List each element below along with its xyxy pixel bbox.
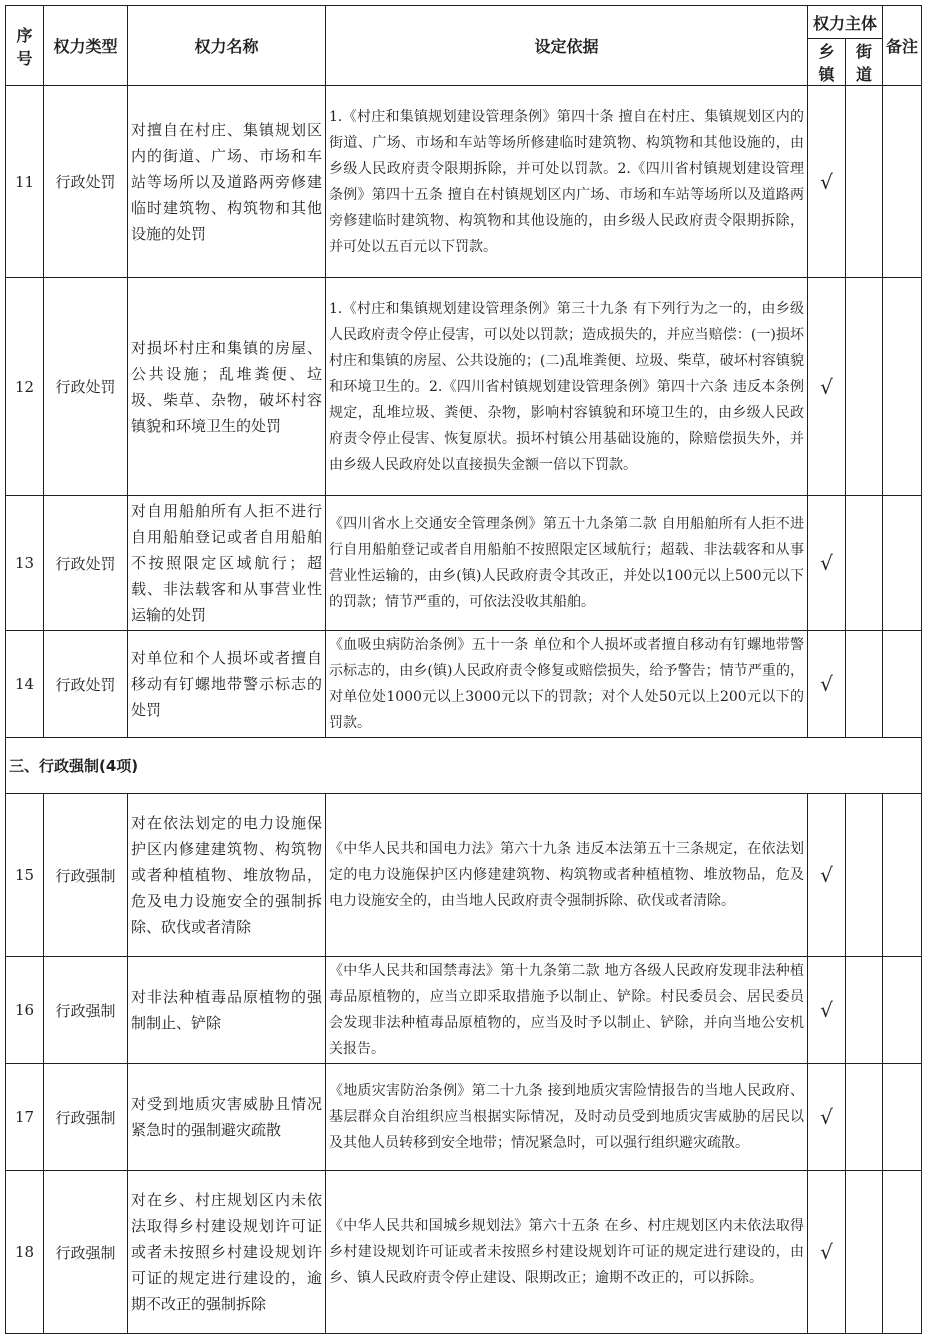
header-basis: 设定依据 — [326, 6, 808, 86]
row-seq: 13 — [6, 496, 44, 631]
row-type: 行政处罚 — [44, 278, 128, 496]
row-remark — [883, 1171, 922, 1334]
header-seq: 序号 — [6, 6, 44, 86]
row-remark — [883, 631, 922, 738]
row-basis: 1.《村庄和集镇规划建设管理条例》第四十条 擅自在村庄、集镇规划区内的街道、广场、市场和车站等场所修建临时建筑物、构筑物和其他设施的，由乡级人民政府责令限期拆除，并可处以罚款。2.《四川省村镇规划建设管理条例》第四十五条 擅自在村镇规划区内广场、市场和车站等场所以及道路两旁修建临时建筑物、构筑物和其他设施的，由乡级人民政府责令限期拆除，并可处以五百元以下罚款。 — [326, 86, 808, 278]
row-basis: 《中华人民共和国电力法》第六十九条 违反本法第五十三条规定，在依法划定的电力设施保护区内修建建筑物、构筑物或者种植植物、堆放物品，危及电力设施安全的，由当地人民政府责令强制拆除、砍伐或者清除。 — [326, 794, 808, 957]
table-row — [6, 278, 922, 496]
row-remark — [883, 278, 922, 496]
power-list-table — [5, 5, 922, 1334]
row-remark — [883, 957, 922, 1064]
row-name: 对擅自在村庄、集镇规划区内的街道、广场、市场和车站等场所以及道路两旁修建临时建筑物、构筑物和其他设施的处罚 — [128, 86, 326, 278]
header-subject: 权力主体 — [808, 6, 883, 39]
row-name: 对自用船舶所有人拒不进行自用船舶登记或者自用船舶不按照限定区域航行；超载、非法载客和从事营业性运输的处罚 — [128, 496, 326, 631]
row-basis: 《四川省水上交通安全管理条例》第五十九条第二款 自用船舶所有人拒不进行自用船舶登记或者自用船舶不按照限定区域航行；超载、非法载客和从事营业性运输的，由乡(镇)人民政府责令其改正，并处以100元以上500元以下的罚款；情节严重的，可依法没收其船舶。 — [326, 496, 808, 631]
row-basis: 《血吸虫病防治条例》五十一条 单位和个人损坏或者擅自移动有钉螺地带警示标志的，由乡(镇)人民政府责令修复或赔偿损失，给予警告；情节严重的，对单位处1000元以上3000元以下的罚款；对个人处50元以上200元以下的罚款。 — [326, 631, 808, 738]
row-remark — [883, 496, 922, 631]
row-street-mark — [846, 631, 883, 738]
row-name: 对在乡、村庄规划区内未依法取得乡村建设规划许可证或者未按照乡村建设规划许可证的规定进行建设的，逾期不改正的强制拆除 — [128, 1171, 326, 1334]
row-name: 对单位和个人损坏或者擅自移动有钉螺地带警示标志的处罚 — [128, 631, 326, 738]
row-remark — [883, 794, 922, 957]
row-basis: 1.《村庄和集镇规划建设管理条例》第三十九条 有下列行为之一的，由乡级人民政府责令停止侵害，可以处以罚款；造成损失的，并应当赔偿：(一)损坏村庄和集镇的房屋、公共设施的；(二)乱堆粪便、垃圾、柴草，破坏村容镇貌和环境卫生的。2.《四川省村镇规划建设管理条例》第四十六条 违反本条例规定，乱堆垃圾、粪便、杂物，影响村容镇貌和环境卫生的，由乡级人民政府责令停止侵害、恢复原状。损坏村镇公用基础设施的，除赔偿损失外，并由乡级人民政府处以直接损失金额一倍以下罚款。 — [326, 278, 808, 496]
row-basis: 《地质灾害防治条例》第二十九条 接到地质灾害险情报告的当地人民政府、基层群众自治组织应当根据实际情况，及时动员受到地质灾害威胁的居民以及其他人员转移到安全地带；情况紧急时，可以强行组织避灾疏散。 — [326, 1064, 808, 1171]
row-township-mark: √ — [808, 278, 846, 496]
table-row — [6, 794, 922, 957]
row-seq: 18 — [6, 1171, 44, 1334]
row-township-mark: √ — [808, 631, 846, 738]
header-street: 街道 — [846, 39, 883, 86]
row-street-mark — [846, 278, 883, 496]
header-township: 乡镇 — [808, 39, 846, 86]
row-basis: 《中华人民共和国禁毒法》第十九条第二款 地方各级人民政府发现非法种植毒品原植物的，应当立即采取措施予以制止、铲除。村民委员会、居民委员会发现非法种植毒品原植物的，应当及时予以制止、铲除，并向当地公安机关报告。 — [326, 957, 808, 1064]
row-type: 行政强制 — [44, 1171, 128, 1334]
header-remark: 备注 — [883, 6, 922, 86]
row-seq: 12 — [6, 278, 44, 496]
row-type: 行政处罚 — [44, 86, 128, 278]
row-name: 对损坏村庄和集镇的房屋、公共设施；乱堆粪便、垃圾、柴草、杂物，破坏村容镇貌和环境卫生的处罚 — [128, 278, 326, 496]
row-type: 行政强制 — [44, 1064, 128, 1171]
section-row — [6, 738, 922, 794]
header-type: 权力类型 — [44, 6, 128, 86]
row-remark — [883, 86, 922, 278]
table-row — [6, 86, 922, 278]
row-type: 行政处罚 — [44, 496, 128, 631]
row-street-mark — [846, 1064, 883, 1171]
row-name: 对受到地质灾害威胁且情况紧急时的强制避灾疏散 — [128, 1064, 326, 1171]
row-street-mark — [846, 794, 883, 957]
row-township-mark: √ — [808, 957, 846, 1064]
row-seq: 11 — [6, 86, 44, 278]
header-name: 权力名称 — [128, 6, 326, 86]
row-township-mark: √ — [808, 1171, 846, 1334]
row-township-mark: √ — [808, 1064, 846, 1171]
row-type: 行政强制 — [44, 794, 128, 957]
row-street-mark — [846, 957, 883, 1064]
row-street-mark — [846, 1171, 883, 1334]
table-row — [6, 957, 922, 1064]
row-name: 对在依法划定的电力设施保护区内修建建筑物、构筑物或者种植植物、堆放物品，危及电力设施安全的强制拆除、砍伐或者清除 — [128, 794, 326, 957]
row-township-mark: √ — [808, 86, 846, 278]
row-street-mark — [846, 496, 883, 631]
row-seq: 17 — [6, 1064, 44, 1171]
table-row — [6, 1171, 922, 1334]
row-name: 对非法种植毒品原植物的强制制止、铲除 — [128, 957, 326, 1064]
table-row — [6, 496, 922, 631]
row-seq: 14 — [6, 631, 44, 738]
row-remark — [883, 1064, 922, 1171]
row-seq: 16 — [6, 957, 44, 1064]
table-row — [6, 631, 922, 738]
row-township-mark: √ — [808, 496, 846, 631]
row-seq: 15 — [6, 794, 44, 957]
section-title: 三、行政强制(4项) — [6, 738, 922, 794]
row-type: 行政强制 — [44, 957, 128, 1064]
row-type: 行政处罚 — [44, 631, 128, 738]
row-basis: 《中华人民共和国城乡规划法》第六十五条 在乡、村庄规划区内未依法取得乡村建设规划许可证或者未按照乡村建设规划许可证的规定进行建设的，由乡、镇人民政府责令停止建设、限期改正；逾期不改正的，可以拆除。 — [326, 1171, 808, 1334]
row-township-mark: √ — [808, 794, 846, 957]
row-street-mark — [846, 86, 883, 278]
table-row — [6, 1064, 922, 1171]
